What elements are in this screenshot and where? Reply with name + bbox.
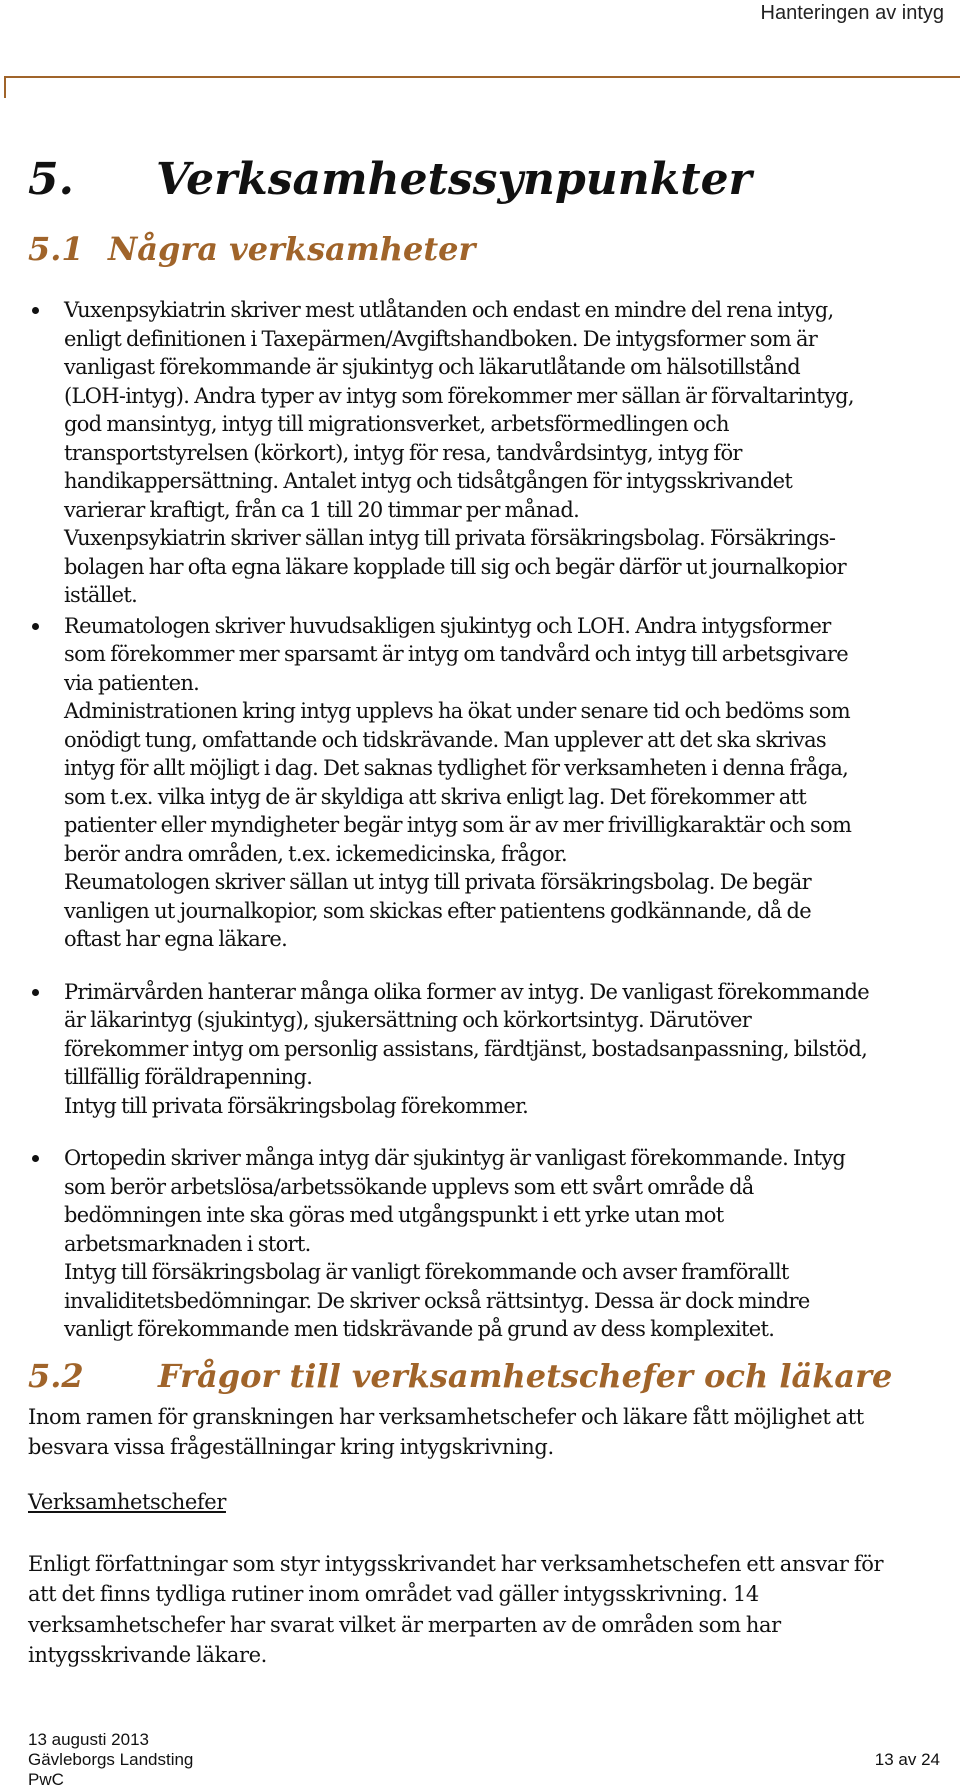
- footer-date: 13 augusti 2013: [28, 1730, 149, 1749]
- running-header: Hanteringen av intyg: [760, 2, 944, 24]
- bullet-item-vuxenpsykiatrin: [28, 296, 956, 610]
- subsection-title: Några verksamheter: [108, 230, 476, 268]
- subsection-heading-5-1: [28, 224, 956, 274]
- subsection-title: Frågor till verksamhetschefer och läkare: [158, 1356, 893, 1395]
- section-heading: [28, 150, 956, 210]
- bullet-marker: [32, 989, 39, 996]
- bullet-marker: [32, 307, 39, 314]
- bullet-paragraph: Reumatologen skriver sällan ut intyg till privata försäkringsbolag. De begär vanligen ut journalkopior, som skickas efter patientens godkännande, då de oftast har egna läkare.: [64, 870, 811, 951]
- footer-company: PwC: [28, 1770, 64, 1789]
- bullet-paragraph: Intyg till försäkringsbolag är vanligt förekommande och avser framförallt invaliditetsbedömningar. De skriver också rättsintyg. Dessa är dock mindre vanligt förekommande men tidskrävande på grund av dess komplexitet.: [64, 1260, 810, 1341]
- bullet-list: [28, 296, 956, 1344]
- subsection-number: 5.2: [28, 1356, 84, 1395]
- footer-organization: Gävleborgs Landsting: [28, 1750, 194, 1769]
- bullet-marker: [32, 1155, 39, 1162]
- bullet-paragraph: Reumatologen skriver huvudsakligen sjukintyg och LOH. Andra intygsformer som förekommer mer sparsamt är intyg om tandvård och intyg till arbetsgivare via patienten.: [64, 613, 848, 695]
- bullet-marker: [32, 623, 39, 630]
- footer-left: [28, 1730, 193, 1790]
- footer-right: [875, 1730, 940, 1770]
- bullet-paragraph: Vuxenpsykiatrin skriver mest utlåtanden och endast en mindre del rena intyg, enligt definitionen i Taxepärmen/Avgiftshandboken. De intygsformer som är vanligast förekommande är sjukintyg och läkarutlåtande om hälsotillstånd (LOH-intyg). Andra typer av intyg som förekommer mer sällan är förvaltarintyg, god mansintyg, intyg till migrationsverket, arbetsförmedlingen och transportstyrelsen (körkort), intyg för resa, tandvårdsintyg, intyg för handikappersättning. Antalet intyg och tidsåtgången för intygsskrivandet varierar kraftigt, från ca 1 till 20 timmar per månad. Vuxenpsykiatrin skriver sällan intyg till privata försäkringsbolag. Försäkrings- bolagen har ofta egna läkare kopplade till sig och begär därför ut journalkopior istället.: [64, 298, 854, 607]
- bullet-item-primarvarden: [28, 978, 956, 1121]
- header-rule-tick: [4, 76, 6, 98]
- bullet-paragraph: Intyg till privata försäkringsbolag förekommer.: [64, 1093, 529, 1118]
- bullet-paragraph: Primärvården hanterar många olika former av intyg. De vanligast förekommande är läkarintyg (sjukintyg), sjukersättning och körkortsintyg. Därutöver förekommer intyg om personlig assistans, färdtjänst, bostadsanpassning, bilstöd, tillfällig föräldrapenning.: [64, 979, 869, 1089]
- subsection-heading-5-2: [28, 1354, 956, 1398]
- closing-paragraph: Enligt författningar som styr intygsskrivandet har verksamhetschefen ett ansvar för att det finns tydliga rutiner inom området vad gäller intygsskrivning. 14 verksamhetschefer har svarat vilket är merparten av de områden som har intygsskrivande läkare.: [28, 1551, 884, 1667]
- section-title: Verksamhetssynpunkter: [156, 154, 752, 205]
- bullet-paragraph: Administrationen kring intyg upplevs ha ökat under senare tid och bedöms som onödigt tung, omfattande och tidskrävande. Man upplever att det ska skrivas intyg för allt möjligt i dag. Det saknas tydlighet för verksamheten i denna fråga, som t.ex. vilka intyg de är skyldiga att skriva enligt lag. Det förekommer att patienter eller myndigheter begär intyg som är av mer frivilligkaraktär och som berör andra områden, t.ex. ickemedicinska, frågor.: [64, 699, 852, 866]
- subsection-number: 5.1: [28, 230, 84, 268]
- header-rule: [4, 76, 960, 78]
- intro-paragraph: Inom ramen för granskningen har verksamhetschefer och läkare fått möjlighet att besvara vissa frågeställningar kring intygskrivning.: [28, 1404, 864, 1459]
- page-number: 13 av 24: [874, 1750, 940, 1769]
- underlined-subheading: Verksamhetschefer: [28, 1489, 226, 1514]
- page-content: [28, 150, 956, 1671]
- section-number: 5.: [28, 154, 74, 205]
- bullet-paragraph: Ortopedin skriver många intyg där sjukintyg är vanligast förekommande. Intyg som berör arbetslösa/arbetssökande upplevs som ett svårt område då bedömningen inte ska göras med utgångspunkt i ett yrke utan mot arbetsmarknaden i stort.: [64, 1146, 846, 1256]
- bullet-item-ortopedin: [28, 1144, 956, 1344]
- bullet-item-reumatologen: [28, 612, 956, 954]
